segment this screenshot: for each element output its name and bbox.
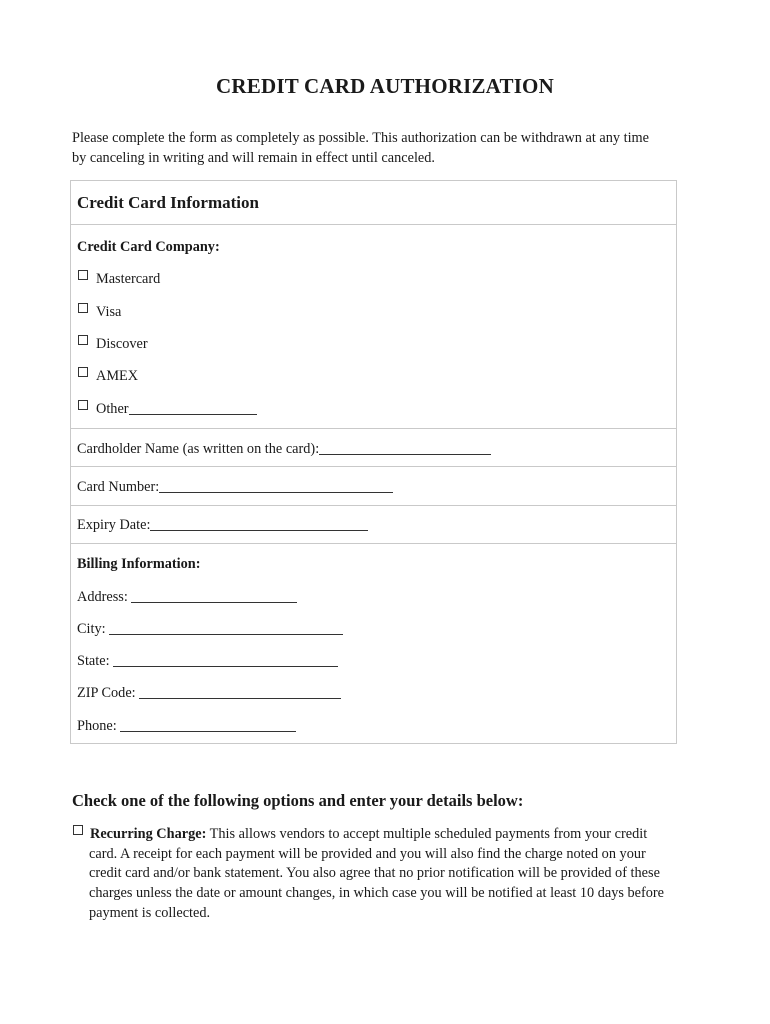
- recurring-charge-option: [72, 825, 712, 924]
- checkbox-discover[interactable]: [78, 335, 88, 345]
- expiry-date-field: [77, 517, 368, 534]
- expiry-date-input[interactable]: [150, 518, 368, 531]
- checkbox-mastercard[interactable]: [78, 270, 88, 280]
- zip-code-label: ZIP Code:: [77, 685, 136, 701]
- option-amex[interactable]: [77, 367, 138, 385]
- checkbox-recurring[interactable]: [73, 825, 83, 835]
- recurring-text: charges unless the date or amount changes, in which case you will be notified at least 10 days before: [89, 885, 665, 902]
- recurring-label: Recurring Charge:: [90, 826, 207, 842]
- option-label: Other: [96, 401, 129, 417]
- intro-line: Please complete the form as completely as possible. This authorization can be withdrawn at any time: [72, 130, 650, 146]
- credit-card-form-box: [70, 180, 677, 744]
- checkbox-other[interactable]: [78, 400, 88, 410]
- city-input[interactable]: [109, 622, 343, 635]
- recurring-text: This allows vendors to accept multiple scheduled payments from your credit: [206, 826, 648, 842]
- zip-code-field: [77, 685, 341, 702]
- option-discover[interactable]: [77, 335, 148, 353]
- other-input-line[interactable]: [129, 402, 257, 415]
- state-field: [77, 653, 338, 670]
- card-number-field: [77, 479, 393, 496]
- checkbox-visa[interactable]: [78, 303, 88, 313]
- page-title: CREDIT CARD AUTHORIZATION: [216, 74, 554, 98]
- city-label: City:: [77, 621, 106, 637]
- option-label: AMEX: [96, 368, 139, 384]
- card-number-input[interactable]: [159, 480, 393, 493]
- address-field: [77, 589, 297, 606]
- cardholder-name-input[interactable]: [319, 442, 491, 455]
- intro-line: by canceling in writing and will remain in effect until canceled.: [72, 150, 435, 166]
- intro-text: [72, 128, 702, 168]
- option-visa[interactable]: [77, 303, 121, 321]
- recurring-text: card. A receipt for each payment will be provided and you will also find the charge noted on your: [89, 845, 646, 862]
- card-number-label: Card Number:: [77, 479, 160, 495]
- expiry-date-label: Expiry Date:: [77, 517, 151, 533]
- option-mastercard[interactable]: [77, 270, 160, 288]
- address-label: Address:: [77, 589, 128, 605]
- cardholder-name-field: [77, 441, 491, 458]
- phone-label: Phone:: [77, 718, 117, 734]
- recurring-text: payment is collected.: [89, 904, 211, 921]
- card-company-label: Credit Card Company:: [77, 239, 220, 255]
- recurring-text: credit card and/or bank statement. You also agree that no prior notification will be provided of these: [89, 865, 660, 882]
- option-label: Visa: [96, 304, 122, 320]
- divider: [71, 224, 676, 225]
- divider: [71, 505, 676, 506]
- option-label: Mastercard: [96, 271, 161, 287]
- option-label: Discover: [96, 336, 148, 352]
- options-heading: Check one of the following options and enter your details below:: [72, 791, 524, 810]
- card-info-heading: Credit Card Information: [77, 193, 259, 212]
- zip-code-input[interactable]: [139, 686, 341, 699]
- divider: [71, 466, 676, 467]
- state-input[interactable]: [113, 654, 338, 667]
- divider: [71, 428, 676, 429]
- state-label: State:: [77, 653, 110, 669]
- checkbox-amex[interactable]: [78, 367, 88, 377]
- phone-field: [77, 718, 296, 735]
- city-field: [77, 621, 343, 638]
- address-input[interactable]: [131, 590, 297, 603]
- cardholder-name-label: Cardholder Name (as written on the card):: [77, 441, 320, 457]
- phone-input[interactable]: [120, 719, 296, 732]
- divider: [71, 543, 676, 544]
- option-other[interactable]: [77, 400, 257, 418]
- billing-info-heading: Billing Information:: [77, 556, 201, 572]
- recurring-first-line: [72, 825, 712, 845]
